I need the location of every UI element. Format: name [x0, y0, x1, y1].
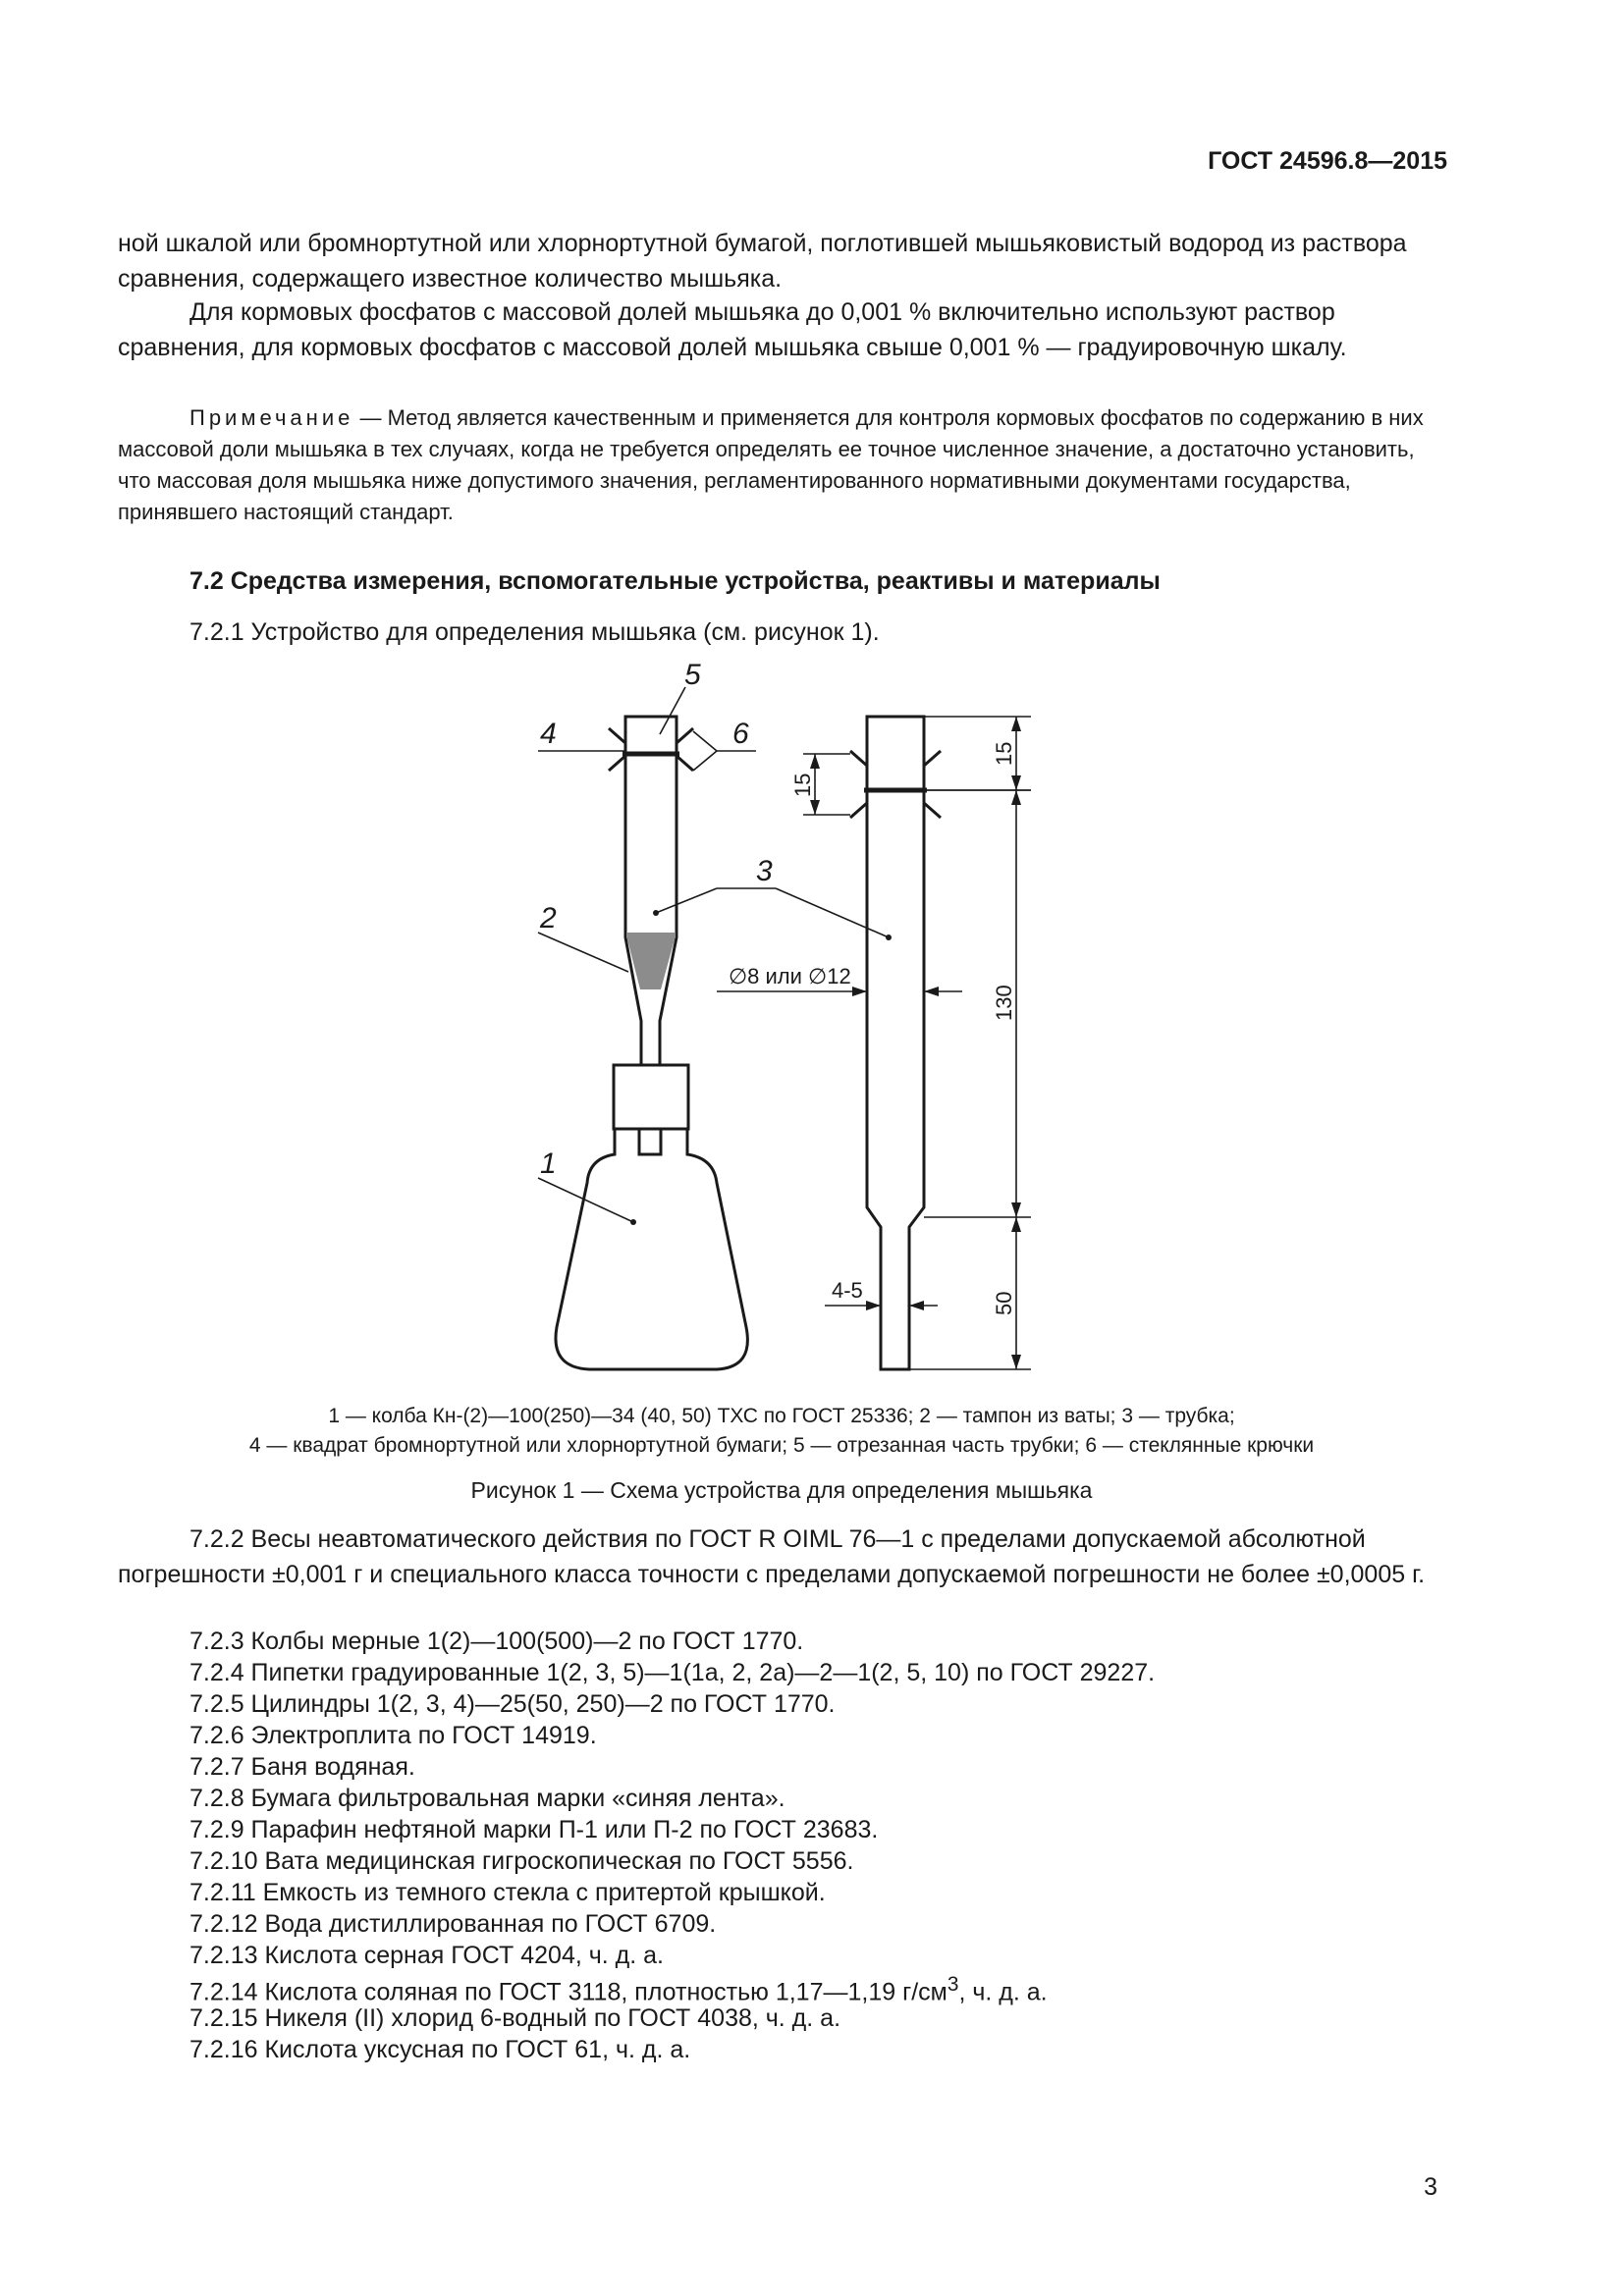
- item-7-2-2: 7.2.2 Весы неавтоматического действия по ГОСТ R OIML 76—1 с пределами допускаемой абсолютной погрешности ±0,001 г и специального класса точности с пределами допускаемой погрешности не более ±0,0005 г.: [118, 1525, 1426, 1588]
- dim-15-left: 15: [790, 773, 815, 797]
- note-paragraph: [118, 402, 1445, 528]
- list-item: 7.2.9 Парафин нефтяной марки П-1 или П-2 по ГОСТ 23683.: [189, 1816, 879, 1843]
- label-4: 4: [540, 718, 557, 750]
- list-item: 7.2.8 Бумага фильтровальная марки «синяя лента».: [189, 1785, 785, 1812]
- list-item: 7.2.13 Кислота серная ГОСТ 4204, ч. д. а.: [189, 1942, 664, 1969]
- item-7-2-1: 7.2.1 Устройство для определения мышьяка (см. рисунок 1).: [189, 618, 880, 646]
- figure-1-drawing: [0, 648, 1624, 1394]
- item-7-2-14-sup: 3: [947, 1973, 959, 1996]
- list-item: 7.2.3 Колбы мерные 1(2)—100(500)—2 по ГОСТ 1770.: [189, 1628, 804, 1655]
- list-item: 7.2.12 Вода дистиллированная по ГОСТ 6709.: [189, 1910, 717, 1938]
- list-item: 7.2.4 Пипетки градуированные 1(2, 3, 5)—1(1а, 2, 2а)—2—1(2, 5, 10) по ГОСТ 29227.: [189, 1659, 1156, 1686]
- section-title: 7.2 Средства измерения, вспомогательные устройства, реактивы и материалы: [189, 567, 1161, 595]
- label-2: 2: [540, 902, 557, 934]
- list-item: 7.2.16 Кислота уксусная по ГОСТ 61, ч. д. а.: [189, 2036, 691, 2063]
- figure-caption-line-1: 1 — колба Кн-(2)—100(250)—34 (40, 50) ТХС по ГОСТ 25336; 2 — тампон из ваты; 3 — трубка;: [328, 1405, 1235, 1427]
- note-label: Примечание: [189, 405, 354, 430]
- label-5: 5: [684, 659, 701, 691]
- list-item: 7.2.10 Вата медицинская гигроскопическая по ГОСТ 5556.: [189, 1847, 854, 1875]
- list-item: 7.2.15 Никеля (II) хлорид 6-водный по ГОСТ 4038, ч. д. а.: [189, 2004, 841, 2032]
- document-header: ГОСТ 24596.8—2015: [1208, 147, 1447, 175]
- page-number: 3: [1424, 2173, 1437, 2201]
- figure-caption-line-2: 4 — квадрат бромнортутной или хлорнортутной бумаги; 5 — отрезанная часть трубки; 6 — стеклянные крючки: [248, 1434, 1315, 1457]
- dim-15-right: 15: [992, 741, 1016, 766]
- intro-paragraph-1: ной шкалой или бромнортутной или хлорнортутной бумагой, поглотившей мышьяковистый водород из раствора сравнения, содержащего известное количество мышьяка.: [118, 230, 1407, 293]
- list-item: 7.2.11 Емкость из темного стекла с притертой крышкой.: [189, 1879, 826, 1906]
- item-7-2-14-tail: , ч. д. а.: [958, 1978, 1048, 2006]
- figure-title: Рисунок 1 — Схема устройства для определения мышьяка: [470, 1477, 1093, 1503]
- list-item: 7.2.7 Баня водяная.: [189, 1753, 415, 1781]
- list-item: 7.2.6 Электроплита по ГОСТ 14919.: [189, 1722, 597, 1749]
- list-item: 7.2.5 Цилиндры 1(2, 3, 4)—25(50, 250)—2 по ГОСТ 1770.: [189, 1690, 836, 1718]
- label-6: 6: [732, 718, 749, 750]
- item-7-2-14-text: 7.2.14 Кислота соляная по ГОСТ 3118, плотностью 1,17—1,19 г/см: [189, 1978, 947, 2006]
- note-text: — Метод является качественным и применяется для контроля кормовых фосфатов по содержанию в них массовой доли мышьяка в тех случаях, когда не требуется определять ее точное численное значение, а достаточно установить, что массовая доля мышьяка ниже допустимого значения, регламентированного нормативными документами государства, принявшего настоящий стандарт.: [118, 405, 1424, 524]
- label-1: 1: [540, 1148, 557, 1180]
- dim-narrow: 4-5: [832, 1278, 863, 1303]
- dim-diameter: ∅8 или ∅12: [729, 964, 851, 988]
- list-item-7-2-14: [189, 1973, 1048, 2006]
- intro-paragraph-2: Для кормовых фосфатов с массовой долей мышьяка до 0,001 % включительно используют раствор сравнения, для кормовых фосфатов с массовой долей мышьяка свыше 0,001 % — градуировочную шкалу.: [118, 298, 1347, 361]
- dim-50: 50: [992, 1291, 1016, 1315]
- label-3: 3: [756, 855, 773, 887]
- dim-130: 130: [992, 985, 1016, 1021]
